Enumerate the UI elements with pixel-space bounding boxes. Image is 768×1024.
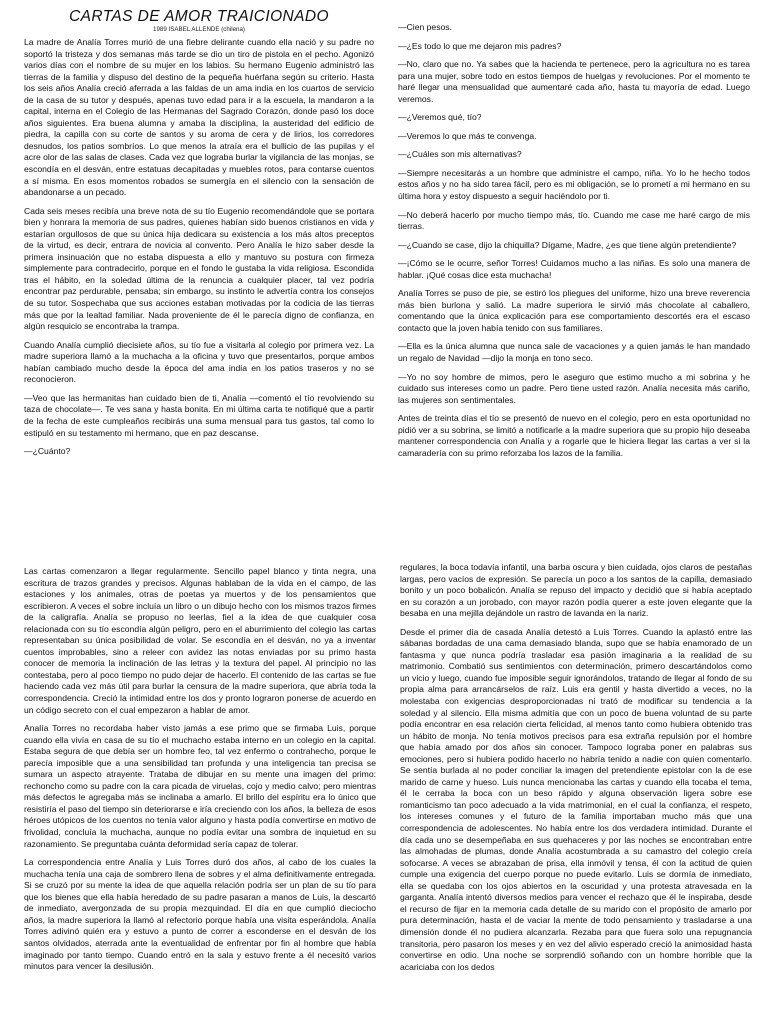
paragraph: regulares, la boca todavía infantil, una barba oscura y bien cuidada, ojos claros de pestañas largas, pero vacíos de expresión. Se parecía un poco a los santos de la capilla, demasiado bonito y un poco bobalicón. Analía se repuso del impacto y decidió que si había aceptado en su corazón a un jorobado, con mayor razón podía querer a este joven elegante que la besaba en una mejilla dejándole un rastro de lavanda en la nariz.: [400, 562, 752, 619]
page-2-right-column: [400, 562, 752, 1022]
paragraph: —¿Veremos qué, tío?: [398, 112, 482, 123]
paragraph: —No, claro que no. Ya sabes que la hacienda te pertenece, pero la agricultura no es tarea para una mujer, sobre todo en estos tiempos de huelgas y revoluciones. Por el momento te haré llegar una mensualidad que aumentaré cada año, hasta tu mayoría de edad. Luego veremos.: [398, 59, 750, 104]
paragraph: —Cien pesos.: [398, 22, 452, 32]
paragraph: —Veo que las hermanitas han cuidado bien de ti, Analía —comentó el tío revolviendo su taza de chocolate—. Te ves sana y hasta bonita. En mi última carta te notifiqué que a partir de la fecha de este cumpleaños recibirás una suma mensual para tus gastos, tal como lo estipuló en su testamento mi hermano, que en paz descanse.: [24, 392, 374, 438]
paragraph: —¿Cuánto?: [24, 446, 71, 457]
paragraph: Desde el primer día de casada Analía detestó a Luis Torres. Cuando la aplastó entre las sábanas bordadas de una cama demasiado blanda, supo que se había enamorado de un fantasma y que nunca podría trasladar esa pasión imaginaria a la realidad de su matrimonio. Combatió sus sentimientos con determinación, primero descartándolos como un vicio y luego, cuando fue imposible seguir ignorándolos, tratando de llegar al fondo de su propia alma para arrancárselos de raíz. Luis era gentil y hasta divertido a veces, no la molestaba con exigencias desproporcionadas ni trató de modificar su tendencia a la soledad y al silencio. Ella misma admitía que con un poco de buena voluntad de su parte podía encontrar en esa relación cierta felicidad, al menos tanto como hubiera obtenido tras un hábito de monja. No tenía motivos precisos para esa extraña repulsión por el hombre que había amado por dos años sin conocer. Tampoco lograba poner en palabras sus emociones, pero si hubiera podido hacerlo no habría tenido a nadie con quien comentarlo. Se sentía burlada al no poder conciliar la imagen del pretendiente epistolar con la de ese marido de carne y hueso. Luis nunca mencionaba las cartas y cuando ella tocaba el tema, él le cerraba la boca con un beso rápido y alguna observación ligera sobre ese romanticismo tan poco adecuado a la vida matrimonial, en el cual la confianza, el respeto, los intereses comunes y el futuro de la familia importaban mucho más que una correspondencia de adolescentes. No había entre los dos verdadera intimidad. Durante el día cada uno se desempeñaba en sus quehaceres y por las noches se encontraban entre las almohadas de plumas, donde Analía acostumbrada a su camastro del colegio creía sofocarse. A veces se abrazaban de prisa, ella inmóvil y tensa, él con la actitud de quien cumple una exigencia del cuerpo porque no puede evitarlo. Luis se dormía de inmediato, ella se quedaba con los ojos abiertos en la oscuridad y una protesta atravesada en la garganta. Analía intentó diversos medios para vencer el rechazo que él le inspiraba, desde el recurso de fijar en la memoria cada detalle de su marido con el propósito de amarlo por pura determinación, hasta el de vaciar la mente de todo pensamiento y trasladarse a una dimensión donde él no pudiera alcanzarla. Rezaba para que fuera solo una repugnancia transitoria, pero pasaron los meses y en vez del alivio esperado creció la animosidad hasta convertirse en odio. Una noche se sorprendió soñando con un hombre horrible que la acariciaba con los dedos: [400, 626, 752, 972]
story-title: CARTAS DE AMOR TRAICIONADO: [69, 8, 329, 25]
page-2-left-column: [24, 566, 376, 1022]
paragraph: Analía Torres no recordaba haber visto jamás a ese primo que se firmaba Luis, porque cuando ella vivía en casa de su tío el muchacho estaba interno en un colegio en la capital. Estaba segura de que debía ser un hombre feo, tal vez enfermo o contrahecho, porque le parecía imposible que a una sensibilidad tan profunda y una inteligencia tan precisa se sumara un aspecto atrayente. Trataba de dibujar en su mente una imagen del primo: rechoncho como su padre con la cara picada de viruelas, cojo y medio calvo; pero mientras más defectos le agregaba más se inclinaba a amarlo. El brillo del espíritu era lo único que resistiría el paso del tiempo sin deteriorarse e iría creciendo con los años, la belleza de esos héroes utópicos de los cuentos no tenía valor alguno y hasta podía convertirse en motivo de frivolidad, concluía la muchacha, aunque no podía evitar una sombra de inquietud en su razonamiento. Se preguntaba cuánta deformidad sería capaz de tolerar.: [24, 723, 376, 849]
paragraph: Antes de treinta días el tío se presentó de nuevo en el colegio, pero en esta oportunidad no pidió ver a su sobrina, se limitó a notificarle a la madre superiora que su propio hijo deseaba mantener correspondencia con Analía y a rogarle que le hiciera llegar las cartas a ver si la camaradería con su primo reforzaba los lazos de la familia.: [398, 413, 750, 458]
paragraph: La correspondencia entre Analía y Luis Torres duró dos años, al cabo de los cuales la muchacha tenía una caja de sombrero llena de sobres y el alma definitivamente entregada. Si se cruzó por su mente la idea de que aquella relación podría ser un plan de su tío para que los bienes que ella había heredado de su padre pasaran a manos de Luis, la descartó de inmediato, avergonzada de su propia mezquindad. El día en que cumplió dieciocho años, la madre superiora la llamó al refectorio porque había una visita esperándola. Analía Torres adivinó quién era y estuvo a punto de correr a esconderse en el desván de los santos olvidados, aterrada ante la eventualidad de enfrentar por fin al hombre que había imaginado por tanto tiempo. Cuando entró en la sala y estuvo frente a él necesitó varios minutos para vencer la desilusión.: [24, 857, 376, 972]
page-1-right-column: [398, 22, 750, 538]
paragraph: Cuando Analía cumplió diecisiete años, su tío fue a visitarla al colegio por primera vez. La madre superiora llamó a la muchacha a la oficina y tuvo que presentarlos, porque ambos habían cambiado mucho desde la época del ama india en los patios traseros y no se reconocieron.: [24, 339, 374, 385]
paragraph: Las cartas comenzaron a llegar regularmente. Sencillo papel blanco y tinta negra, una escritura de trazos grandes y precisos. Algunas hablaban de la vida en el campo, de las estaciones y los animales, otras de poetas ya muertos y de los pensamientos que escribieron. A veces el sobre incluía un libro o un dibujo hecho con los mismos trazos firmes de la caligrafía. Analía se propuso no leerlas, fiel a la idea de que cualquier cosa relacionada con su tío escondía algún peligro, pero en el aburrimiento del colegio las cartas representaban su única posibilidad de volar. Se escondía en el desván, no ya a inventar cuentos improbables, sino a releer con avidez las notas enviadas por su primo hasta conocer de memoria la inclinación de las letras y la textura del papel. Al principio no las contestaba, pero al poco tiempo no pudo dejar de hacerlo. El contenido de las cartas se fue haciendo cada vez más útil para burlar la censura de la madre superiora, que abría toda la correspondencia. Creció la intimidad entre los dos y pronto lograron ponerse de acuerdo en un código secreto con el cual empezaron a hablar de amor.: [24, 566, 376, 715]
paragraph: —Veremos lo que más te convenga.: [398, 130, 537, 141]
paragraph: —Ella es la única alumna que nunca sale de vacaciones y a quien jamás le han mandado un regalo de Navidad —dijo la monja en tono seco.: [398, 341, 750, 364]
page-2: [0, 548, 768, 1024]
paragraph: La madre de Analía Torres murió de una fiebre delirante cuando ella nació y su padre no soportó la tristeza y dos semanas más tarde se dio un tiro de pistola en el pecho. Agonizó varios días con el nombre de su mujer en los labios. Su hermano Eugenio administró las tierras de la familia y dispuso del destino de la pequeña huérfana según su criterio. Hasta los seis años Analía creció aferrada a las faldas de un ama india en los cuartos de servicio de la casa de su tutor y después, apenas tuvo edad para ir a la escuela, la mandaron a la capital, interna en el Colegio de las Hermanas del Sagrado Corazón, donde pasó los doce años siguientes. Era buena alumna y amaba la disciplina, la austeridad del edificio de piedra, la capilla con su corte de santos y su aroma de cera y de lirios, los corredores desnudos, los patios sombríos. Lo que menos la atraía era el bullicio de las pupilas y el acre olor de las salas de clases. Cada vez que lograba burlar la vigilancia de las monjas, se escondía en el desván, entre estatuas decapitadas y muebles rotos, para contarse cuentos a sí misma. En esos momentos robados se sumergía en el silencio con la sensación de abandonarse a un pecado.: [24, 37, 374, 198]
paragraph: Analía Torres se puso de pie, se estiró los pliegues del uniforme, hizo una breve reverencia más bien burlona y salió. La madre superiora le sirvió más chocolate al caballero, comentando que la única explicación para ese comportamiento descortés era el escaso contacto que la joven había tenido con sus familiares.: [398, 288, 750, 333]
page-separator: [0, 540, 768, 548]
paragraph: —No deberá hacerlo por mucho tiempo más, tío. Cuando me case me haré cargo de mis tierras.: [398, 209, 750, 232]
paragraph: —¿Cuando se case, dijo la chiquilla? Dígame, Madre, ¿es que tiene algún pretendiente?: [398, 239, 737, 250]
paragraph: Cada seis meses recibía una breve nota de su tío Eugenio recomendándole que se portara bien y honrara la memoria de sus padres, quienes habían sido buenos cristianos en vida y estarían orgullosos de que su única hija dedicara su existencia a los más altos preceptos de la virtud, es decir, entrara de novicia al convento. Pero Analía le hizo saber desde la primera insinuación que no estaba dispuesta a ello y mantuvo su postura con firmeza simplemente para contradecirlo, porque en el fondo le gustaba la vida religiosa. Escondida tras el hábito, en la soledad última de la renuncia a cualquier placer, tal vez podría encontrar paz perdurable, pensaba; sin embargo, su instinto le advertía contra los consejos de su tutor. Sospechaba que sus acciones estaban motivadas por la codicia de las tierras más que por la lealtad familiar. Nada proveniente de él le parecía digno de confianza, en algún resquicio se encontraba la trampa.: [24, 205, 374, 332]
page-1-left-column: [24, 8, 374, 538]
paragraph: —Siempre necesitarás a un hombre que administre el campo, niña. Yo lo he hecho todos estos años y no ha sido tarea fácil, pero es mi obligación, se lo prometí a mi hermano en su última hora y estoy dispuesto a seguir haciéndolo por ti.: [398, 167, 750, 202]
story-subtitle: 1989 ISABEL ALLENDE (chilena): [153, 26, 245, 33]
paragraph: —¿Cuáles son mis alternativas?: [398, 149, 522, 160]
paragraph: —¿Es todo lo que me dejaron mis padres?: [398, 40, 562, 51]
paragraph: —Yo no soy hombre de mimos, pero le aseguro que estimo mucho a mi sobrina y he cuidado sus intereses como un padre. Pero tiene usted razón. Analía necesita más cariño, las mujeres son sentimentales.: [398, 371, 750, 405]
paragraph: —¡Cómo se le ocurre, señor Torres! Cuidamos mucho a las niñas. Es solo una manera de hablar. ¡Qué cosas dice esta muchacha!: [398, 258, 750, 280]
